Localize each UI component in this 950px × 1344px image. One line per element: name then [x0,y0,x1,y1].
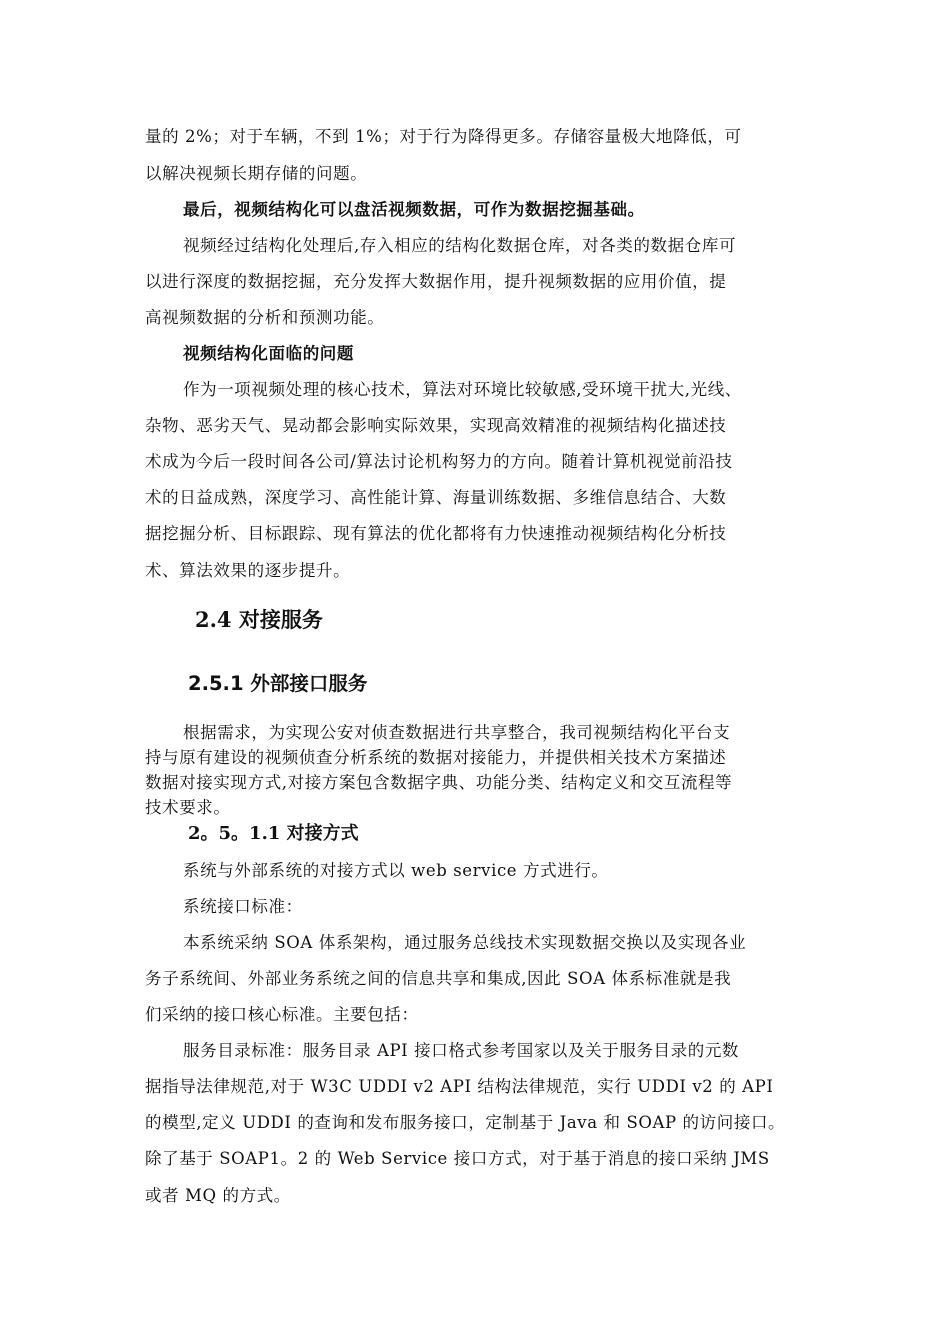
paragraph-line: 杂物、恶劣天气、晃动都会影响实际效果，实现高效精准的视频结构化描述技 [145,416,727,435]
paragraph-line: 根据需求，为实现公安对侦查数据进行共享整合，我司视频结构化平台支 [183,723,731,742]
paragraph-line: 术、算法效果的逐步提升。 [145,561,351,580]
paragraph-line: 量的 2%；对于车辆，不到 1%；对于行为降得更多。存储容量极大地降低，可 [145,127,742,146]
paragraph-line: 系统接口标准： [183,897,303,916]
paragraph-line: 服务目录标准：服务目录 API 接口格式参考国家以及关于服务目录的元数 [183,1041,740,1060]
paragraph-line: 以解决视频长期存储的问题。 [145,164,368,183]
paragraph-line: 们采纳的接口核心标准。主要包括： [145,1005,419,1024]
paragraph-line: 高视频数据的分析和预测功能。 [145,308,385,327]
heading-text: 外部接口服务 [250,672,368,695]
paragraph-line: 以进行深度的数据挖掘，充分发挥大数据作用，提升视频数据的应用价值，提 [145,272,727,291]
paragraph-line: 系统与外部系统的对接方式以 web service 方式进行。 [183,861,609,880]
section-heading-2-5-1 [188,671,367,697]
paragraph-line: 除了基于 SOAP1。2 的 Web Service 接口方式，对于基于消息的接口采纳 JMS [145,1149,770,1168]
paragraph-line: 务子系统间、外部业务系统之间的信息共享和集成,因此 SOA 体系标准就是我 [145,969,732,988]
section-heading-2-4: 2.4 对接服务 [195,607,323,632]
paragraph-line: 本系统采纳 SOA 体系架构，通过服务总线技术实现数据交换以及实现各业 [183,933,747,952]
paragraph-line: 术的日益成熟，深度学习、高性能计算、海量训练数据、多维信息结合、大数 [145,488,727,507]
paragraph-line: 视频经过结构化处理后,存入相应的结构化数据仓库，对各类的数据仓库可 [183,236,737,255]
paragraph-line: 作为一项视频处理的核心技术，算法对环境比较敏感,受环境干扰大,光线、 [183,380,742,399]
paragraph-line: 持与原有建设的视频侦查分析系统的数据对接能力，并提供相关技术方案描述 [145,748,727,767]
heading-number: 2.5.1 [188,672,244,695]
paragraph-line: 据挖掘分析、目标跟踪、现有算法的优化都将有力快速推动视频结构化分析技 [145,524,727,543]
paragraph-line: 据指导法律规范,对于 W3C UDDI v2 API 结构法律规范，实行 UDDI v2 的 API [145,1077,774,1096]
paragraph-line: 的模型,定义 UDDI 的查询和发布服务接口，定制基于 Java 和 SOAP 的访问接口。 [145,1113,786,1132]
paragraph-line: 数据对接实现方式,对接方案包含数据字典、功能分类、结构定义和交互流程等 [145,773,733,792]
bold-statement: 最后，视频结构化可以盘活视频数据，可作为数据挖掘基础。 [183,200,645,219]
paragraph-line: 技术要求。 [145,798,231,817]
subheading-problems: 视频结构化面临的问题 [183,344,354,363]
paragraph-line: 或者 MQ 的方式。 [145,1186,291,1205]
paragraph-line: 术成为今后一段时间各公司/算法讨论机构努力的方向。随着计算机视觉前沿技 [145,452,733,471]
section-heading-2-5-1-1: 2。5。1.1 对接方式 [188,823,359,844]
